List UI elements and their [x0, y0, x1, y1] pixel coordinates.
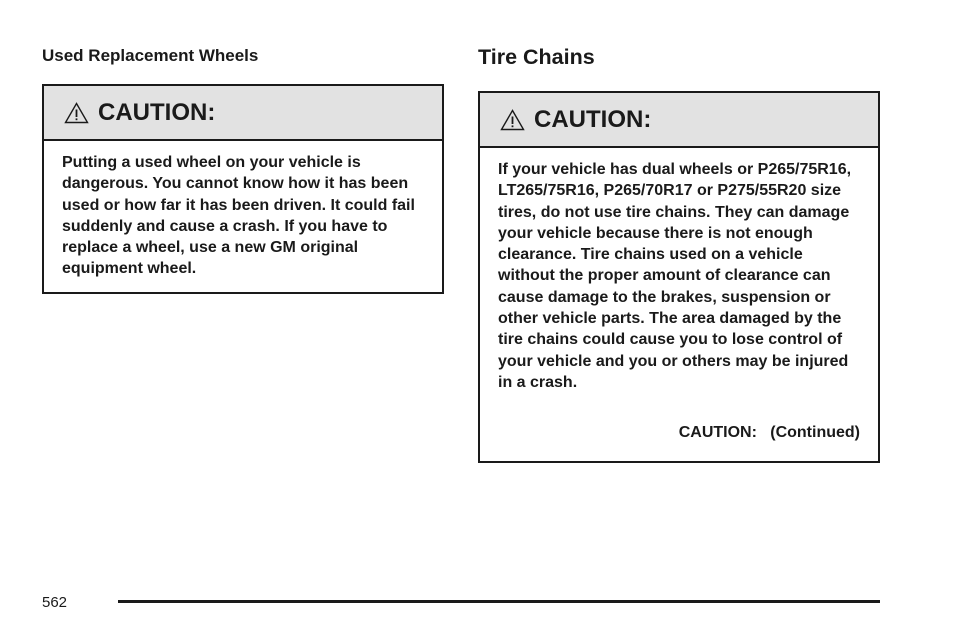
page-number: 562: [42, 594, 68, 611]
caution-title: CAUTION:: [534, 105, 652, 133]
caution-body-text: If your vehicle has dual wheels or P265/75R16, LT265/75R16, P265/70R17 or P275/55R20 size tires, do not use tire chains. They can damage your vehicle because there is not enough clearance. Tire chains used on a vehicle without the proper amount of clearance can cause damage to the brakes, suspension or other vehicle parts. The area damaged by the tire chains could cause you to lose control of your vehicle and you or others may be injured in a crash.: [498, 161, 852, 391]
caution-body-text: Putting a used wheel on your vehicle is dangerous. You cannot know how it has been used or how far it has been driven. It could fail suddenly and cause a crash. If you have to replace a wheel, use a new GM original equipment wheel.: [62, 154, 415, 278]
caution-box-tire-chains: [478, 91, 880, 463]
caution-box-used-wheels: [42, 84, 444, 294]
footer-rule: [118, 600, 880, 603]
warning-triangle-icon: [64, 102, 89, 124]
section-heading-tire-chains: Tire Chains: [478, 45, 595, 69]
warning-triangle-icon: [500, 109, 525, 131]
caution-header: [44, 86, 442, 141]
caution-title: CAUTION:: [98, 98, 216, 126]
section-heading-used-replacement-wheels: Used Replacement Wheels: [42, 46, 259, 65]
caution-header: [480, 93, 878, 148]
caution-continued-label: CAUTION: (Continued): [678, 424, 860, 441]
